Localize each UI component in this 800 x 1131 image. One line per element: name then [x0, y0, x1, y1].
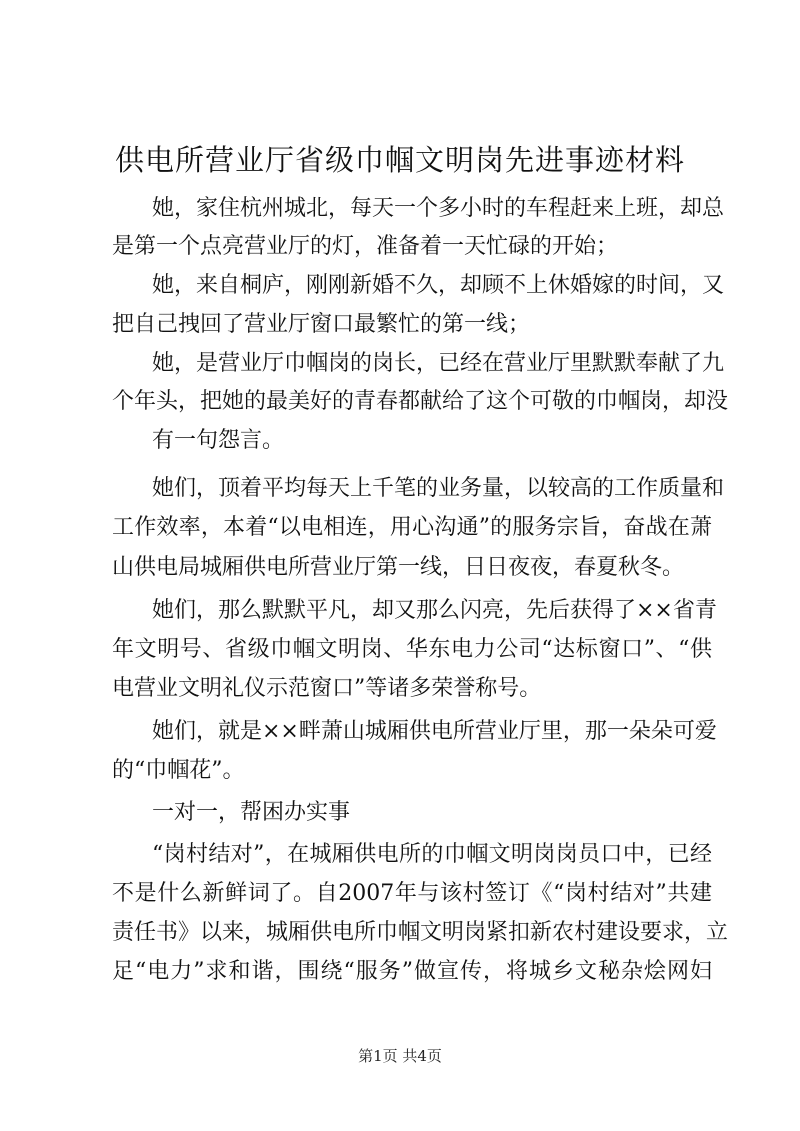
paragraph-line: 责任书》以来，城厢供电所巾帼文明岗紧扣新农村建设要求，立 [112, 920, 729, 945]
paragraph-line: 不是什么新鲜词了。自2007年与该村签订《“岗村结对”共建 [112, 881, 712, 906]
paragraph-line: 她们，那么默默平凡，却又那么闪亮，先后获得了××省青 [152, 598, 717, 623]
paragraph-line: 有一句怨言。 [152, 428, 285, 453]
paragraph-line: 电营业文明礼仪示范窗口”等诸多荣誉称号。 [112, 676, 542, 701]
paragraph-line: 她们，就是××畔萧山城厢供电所营业厅里，那一朵朵可爱 [152, 719, 717, 744]
paragraph-line: 工作效率，本着“以电相连，用心沟通”的服务宗旨，奋战在萧 [112, 515, 712, 540]
paragraph-line: 的“巾帼花”。 [112, 758, 245, 783]
section-heading: 一对一，帮困办实事 [152, 800, 351, 825]
paragraph-line: 年文明号、省级巾帼文明岗、华东电力公司“达标窗口”、“供 [112, 637, 712, 662]
paragraph-line: 她，来自桐庐，刚刚新婚不久，却顾不上休婚嫁的时间，又 [152, 273, 725, 298]
paragraph-line: “岗村结对”，在城厢供电所的巾帼文明岗岗员口中，已经 [152, 842, 712, 867]
paragraph-line: 她，是营业厅巾帼岗的岗长，已经在营业厅里默默奉献了九 [152, 351, 725, 376]
paragraph-line: 她，家住杭州城北，每天一个多小时的车程赶来上班，却总 [152, 196, 725, 221]
paragraph-line: 把自己拽回了营业厅窗口最繁忙的第一线； [112, 312, 531, 337]
paragraph-line: 她们，顶着平均每天上千笔的业务量，以较高的工作质量和 [152, 476, 725, 501]
paragraph-line: 个年头，把她的最美好的青春都献给了这个可敬的巾帼岗，却没 [112, 389, 729, 414]
page-footer: 第1页 共4页 [358, 1047, 442, 1065]
document-title: 供电所营业厅省级巾帼文明岗先进事迹材料 [114, 143, 685, 177]
paragraph-line: 足“电力”求和谐，围绕“服务”做宣传，将城乡文秘杂烩网妇 [112, 959, 712, 984]
paragraph-line: 是第一个点亮营业厅的灯，准备着一天忙碌的开始； [112, 234, 619, 259]
paragraph-line: 山供电局城厢供电所营业厅第一线，日日夜夜，春夏秋冬。 [112, 555, 685, 580]
